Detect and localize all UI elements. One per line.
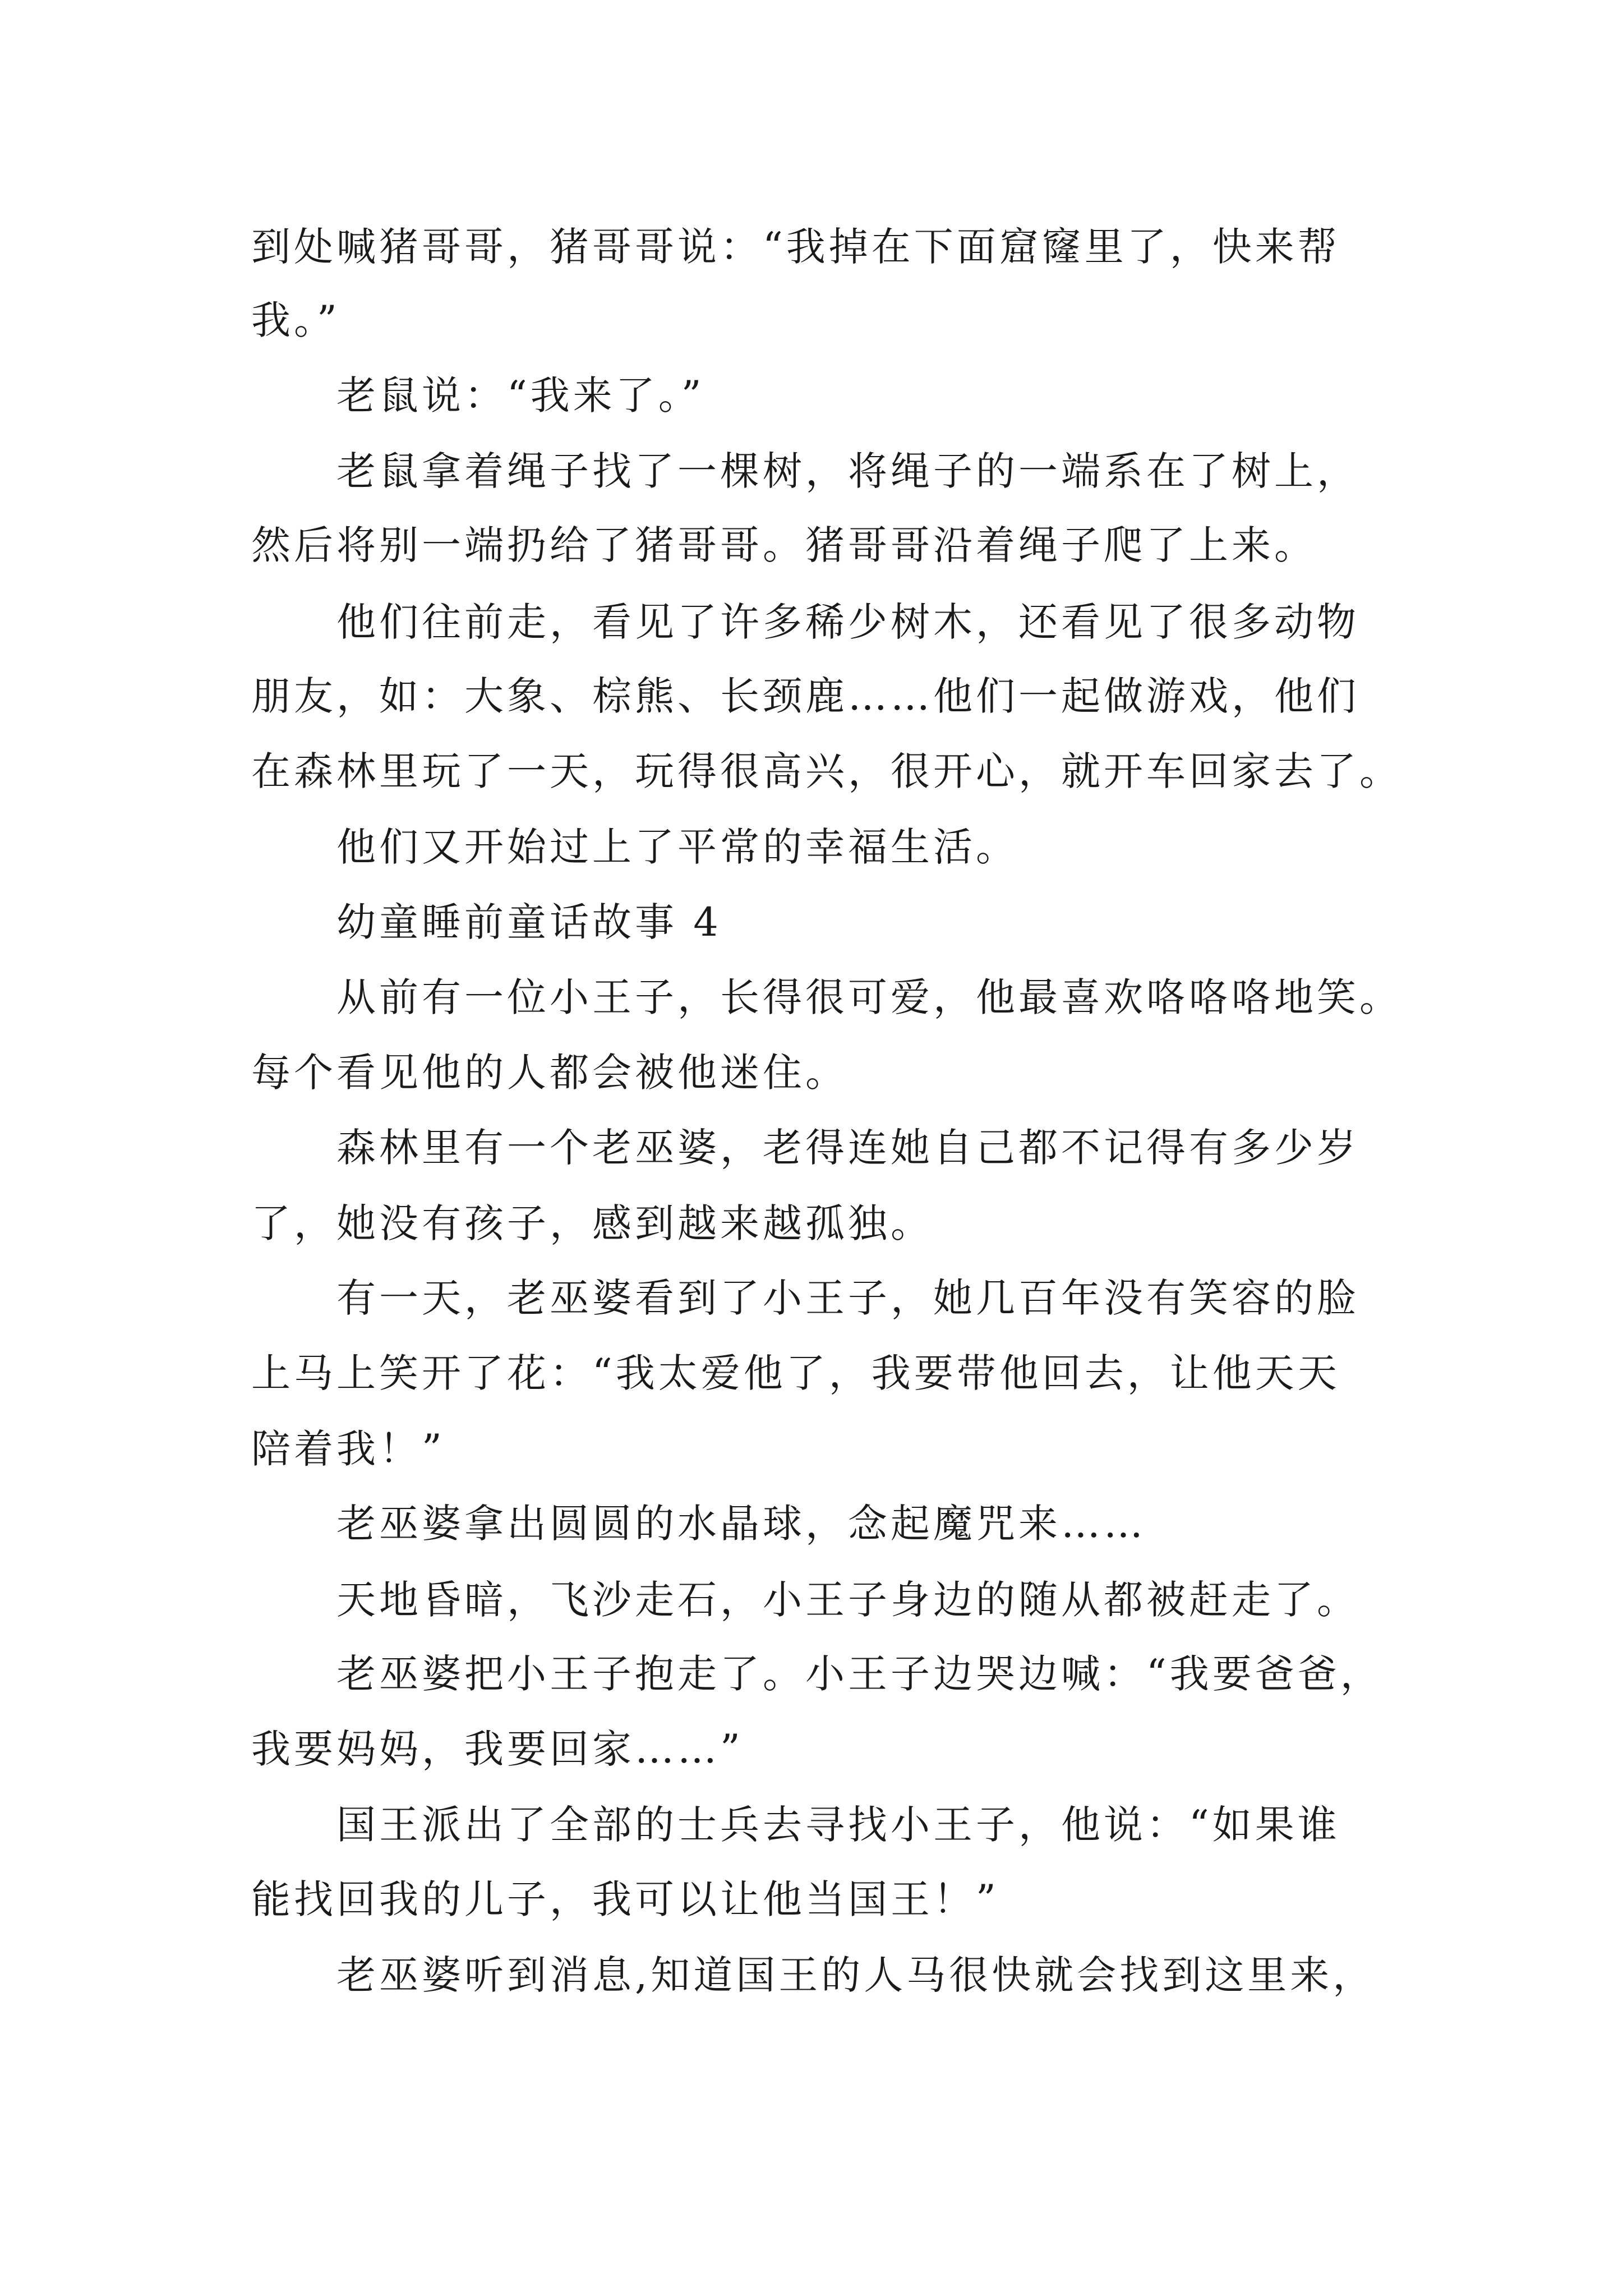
text-line: 老巫婆听到消息,知道国王的人马很快就会找到这里来， bbox=[336, 1952, 1376, 1998]
text-line: 老巫婆拿出圆圆的水晶球，念起魔咒来…… bbox=[336, 1501, 1146, 1547]
text-line: 到处喊猪哥哥，猪哥哥说：“我掉在下面窟窿里了，快来帮 bbox=[251, 224, 1340, 270]
text-line: 我。” bbox=[251, 297, 340, 343]
text-line: 每个看见他的人都会被他迷住。 bbox=[251, 1050, 848, 1096]
text-line: 国王派出了全部的士兵去寻找小王子，他说：“如果谁 bbox=[336, 1802, 1340, 1848]
text-line: 老鼠拿着绳子找了一棵树，将绳子的一端系在了树上， bbox=[336, 448, 1359, 494]
text-line: 从前有一位小王子，长得很可爱，他最喜欢咯咯咯地笑。 bbox=[336, 974, 1402, 1020]
text-line: 森林里有一个老巫婆，老得连她自己都不记得有多少岁 bbox=[336, 1125, 1359, 1171]
text-line: 他们往前走，看见了许多稀少树木，还看见了很多动物 bbox=[336, 599, 1359, 645]
text-line: 陪着我！” bbox=[251, 1426, 445, 1472]
text-line: 老鼠说：“我来了。” bbox=[336, 372, 705, 418]
text-line: 他们又开始过上了平常的幸福生活。 bbox=[336, 824, 1018, 870]
text-line: 上马上笑开了花：“我太爱他了，我要带他回去，让他天天 bbox=[251, 1350, 1340, 1396]
text-line: 老巫婆把小王子抱走了。小王子边哭边喊：“我要爸爸， bbox=[336, 1651, 1383, 1697]
text-line: 有一天，老巫婆看到了小王子，她几百年没有笑容的脸 bbox=[336, 1275, 1359, 1321]
text-line: 能找回我的儿子，我可以让他当国王！” bbox=[251, 1876, 999, 1922]
text-line: 了，她没有孩子，感到越来越孤独。 bbox=[251, 1200, 933, 1246]
text-line: 在森林里玩了一天，玩得很高兴，很开心，就开车回家去了。 bbox=[251, 748, 1402, 794]
text-line: 天地昏暗，飞沙走石，小王子身边的随从都被赶走了。 bbox=[336, 1577, 1359, 1623]
text-line: 朋友，如：大象、棕熊、长颈鹿……他们一起做游戏，他们 bbox=[251, 673, 1359, 719]
text-line: 我要妈妈，我要回家……” bbox=[251, 1726, 744, 1772]
text-line: 然后将别一端扔给了猪哥哥。猪哥哥沿着绳子爬了上来。 bbox=[251, 522, 1317, 568]
section-heading: 幼童睡前童话故事 4 bbox=[336, 899, 722, 945]
